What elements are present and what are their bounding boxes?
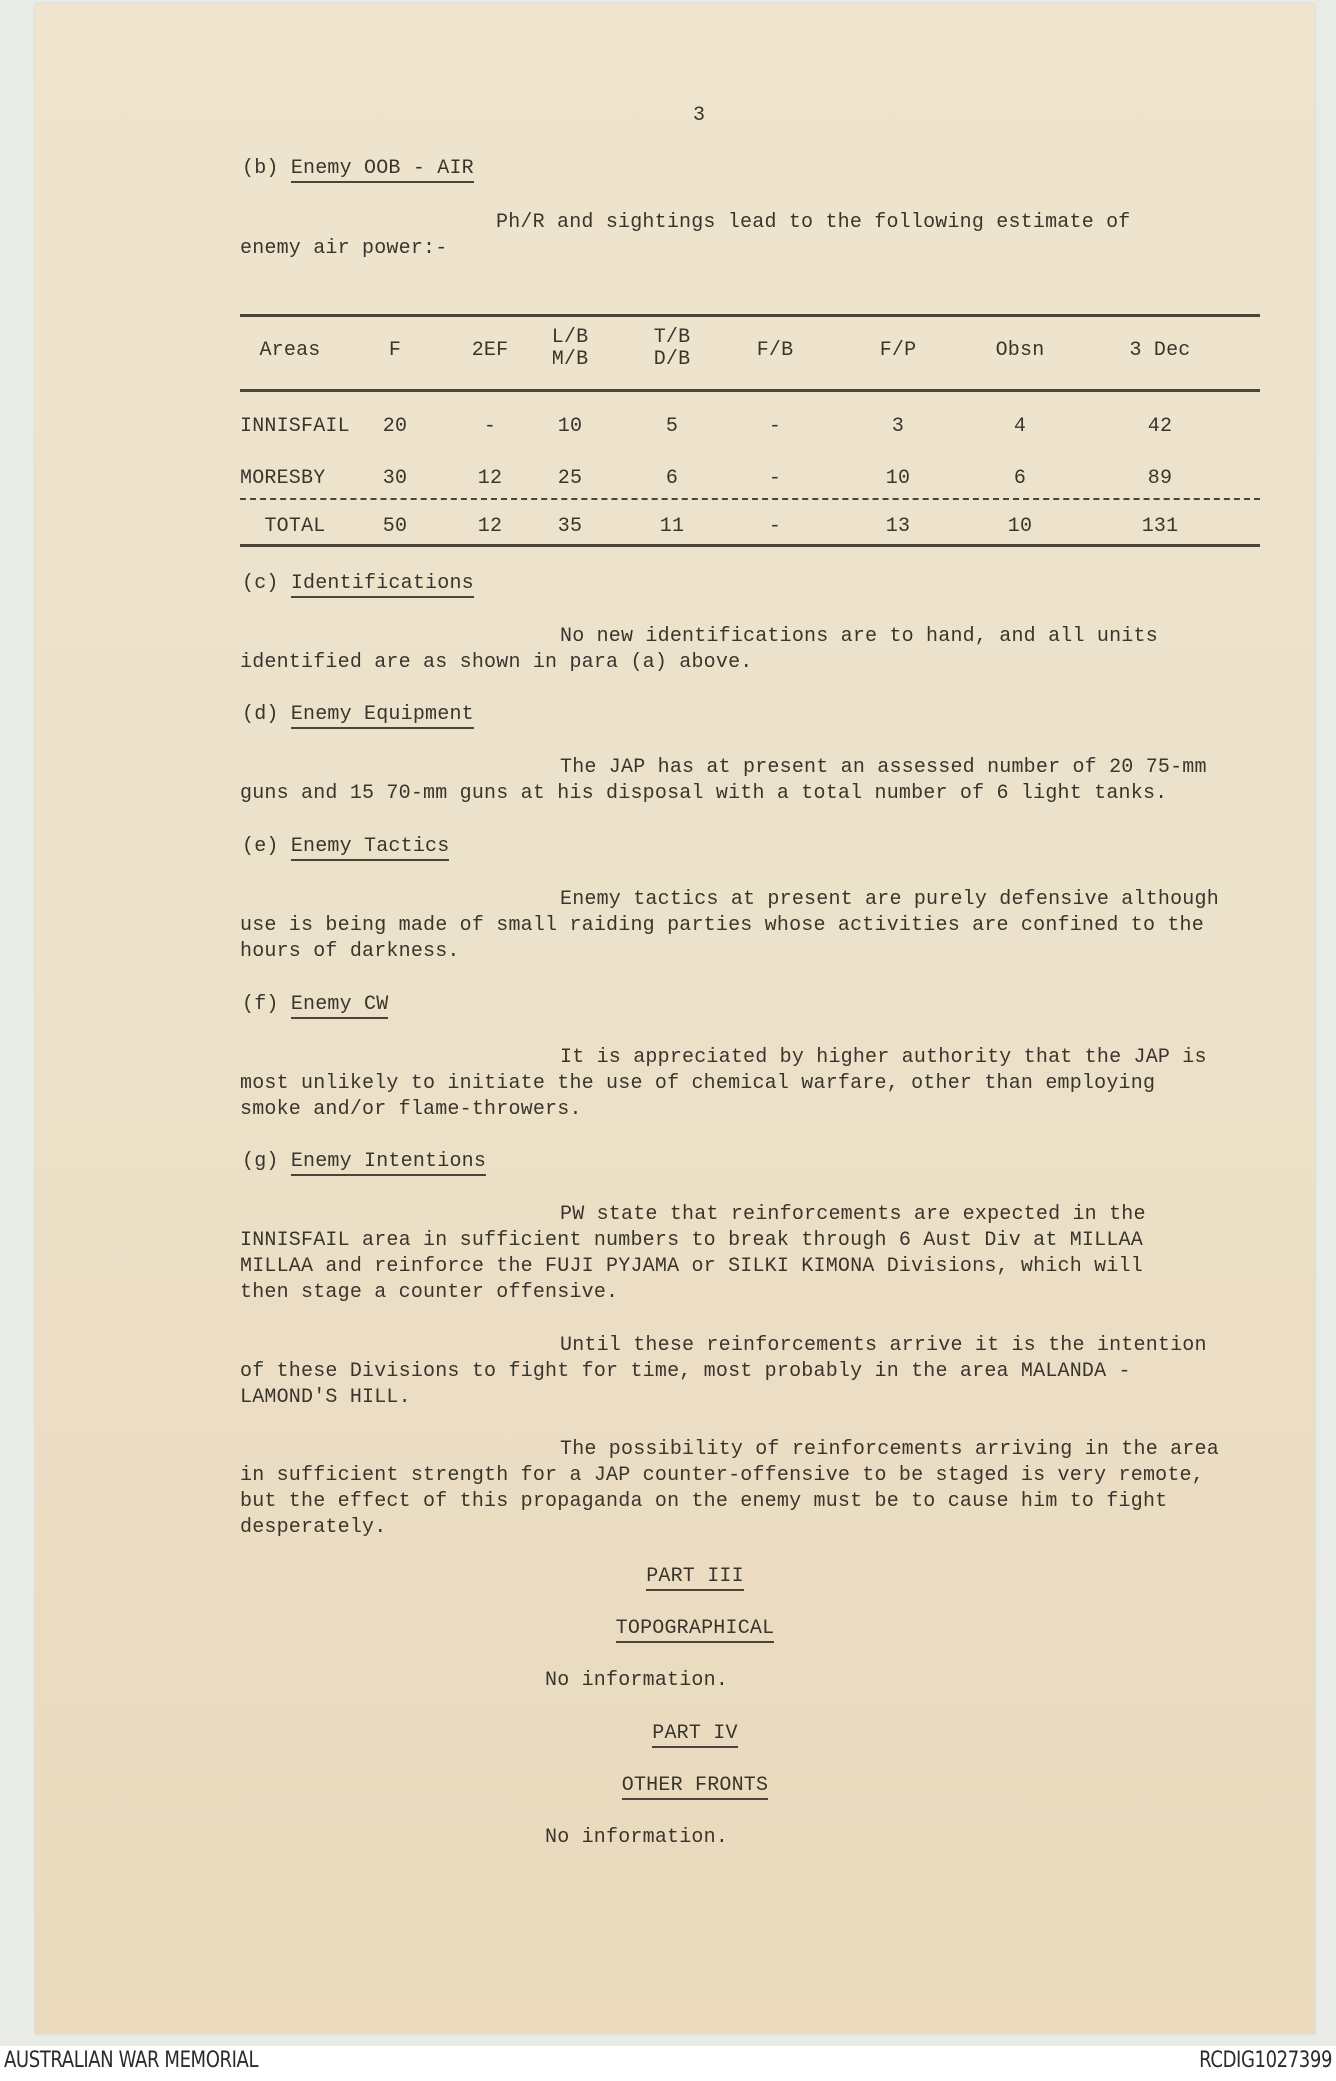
section-b-intro-line2: enemy air power:- — [240, 237, 448, 260]
cell-tb-db: 6 — [665, 467, 679, 490]
section-e-line: Enemy tactics at present are purely defensive although — [560, 888, 1219, 911]
table-total-rule — [240, 498, 1260, 500]
section-c-heading — [242, 572, 474, 595]
header-lb-mb — [540, 327, 600, 371]
section-e-title: Enemy Tactics — [291, 835, 450, 861]
section-g-para3-line: The possibility of reinforcements arriving in the area — [560, 1438, 1219, 1461]
archive-footer — [0, 2046, 1336, 2081]
section-b-label: (b) — [242, 157, 279, 180]
reference-id: RCDIG1027399 — [1199, 2048, 1332, 2073]
cell-3dec: 42 — [1147, 415, 1173, 438]
header-3dec: 3 Dec — [1129, 339, 1191, 362]
section-c-line: identified are as shown in para (a) above. — [240, 651, 753, 674]
section-d-label: (d) — [242, 703, 279, 726]
table-header-rule — [240, 389, 1260, 392]
cell-lb-mb: 25 — [557, 467, 583, 490]
cell-lb-mb: 10 — [557, 415, 583, 438]
part-iii-heading — [560, 1565, 830, 1588]
cell-fp: 10 — [885, 467, 911, 490]
section-c-label: (c) — [242, 572, 279, 595]
table-bottom-rule — [240, 544, 1260, 547]
cell-obsn: 4 — [1013, 415, 1027, 438]
cell-2ef: 12 — [477, 515, 503, 538]
cell-3dec: 131 — [1141, 515, 1179, 538]
section-g-para1-line: MILLAA and reinforce the FUJI PYJAMA or SILKI KIMONA Divisions, which will — [240, 1255, 1143, 1278]
cell-obsn: 10 — [1007, 515, 1033, 538]
header-fp: F/P — [879, 339, 917, 362]
cell-fb: - — [768, 415, 782, 438]
header-mb: M/B — [551, 348, 589, 371]
cell-fb: - — [768, 467, 782, 490]
cell-2ef: - — [483, 415, 497, 438]
section-g-para1-line: PW state that reinforcements are expected in the — [560, 1203, 1146, 1226]
section-f-line: It is appreciated by higher authority that the JAP is — [560, 1046, 1207, 1069]
section-g-para3-line: but the effect of this propaganda on the enemy must be to cause him to fight — [240, 1490, 1168, 1513]
part-iv-heading-text: PART IV — [652, 1722, 737, 1748]
section-e-heading — [242, 835, 449, 858]
section-f-label: (f) — [242, 993, 279, 1016]
part-iii-heading-text: PART III — [646, 1565, 744, 1591]
section-e-label: (e) — [242, 835, 279, 858]
table-top-rule — [240, 314, 1260, 317]
section-f-title: Enemy CW — [291, 993, 389, 1019]
section-c-line: No new identifications are to hand, and all units — [560, 625, 1158, 648]
section-f-heading — [242, 993, 388, 1016]
section-g-para1-line: then stage a counter offensive. — [240, 1281, 619, 1304]
part-iii-subheading — [560, 1617, 830, 1640]
section-d-heading — [242, 703, 474, 726]
cell-tb-db: 11 — [659, 515, 685, 538]
header-tb-db — [642, 327, 702, 371]
cell-tb-db: 5 — [665, 415, 679, 438]
section-b-intro-line1: Ph/R and sightings lead to the following estimate of — [496, 211, 1131, 234]
part-iv-body: No information. — [545, 1826, 729, 1849]
row-area: INNISFAIL — [240, 415, 350, 438]
cell-fp: 13 — [885, 515, 911, 538]
page-number: 3 — [693, 104, 706, 127]
cell-fp: 3 — [891, 415, 905, 438]
header-obsn: Obsn — [995, 339, 1045, 362]
section-c-title: Identifications — [291, 572, 474, 598]
section-g-para2-line: of these Divisions to fight for time, most probably in the area MALANDA - — [240, 1360, 1131, 1383]
section-e-line: hours of darkness. — [240, 940, 460, 963]
row-area: TOTAL — [264, 515, 326, 538]
section-g-title: Enemy Intentions — [291, 1150, 486, 1176]
header-lb: L/B — [551, 326, 589, 349]
header-tb: T/B — [653, 326, 691, 349]
header-areas: Areas — [259, 339, 321, 362]
part-iii-subheading-text: TOPOGRAPHICAL — [616, 1617, 775, 1643]
section-g-para1-line: INNISFAIL area in sufficient numbers to break through 6 Aust Div at MILLAA — [240, 1229, 1143, 1252]
cell-2ef: 12 — [477, 467, 503, 490]
cell-f: 20 — [382, 415, 408, 438]
part-iv-heading — [560, 1722, 830, 1745]
institution-name: AUSTRALIAN WAR MEMORIAL — [4, 2048, 259, 2073]
section-g-para3-line: in sufficient strength for a JAP counter-offensive to be staged is very remote, — [240, 1464, 1204, 1487]
section-b-heading — [242, 157, 474, 180]
cell-f: 30 — [382, 467, 408, 490]
section-d-title: Enemy Equipment — [291, 703, 474, 729]
section-f-line: smoke and/or flame-throwers. — [240, 1098, 582, 1121]
section-e-line: use is being made of small raiding parties whose activities are confined to the — [240, 914, 1204, 937]
row-area: MORESBY — [240, 467, 326, 490]
header-2ef: 2EF — [471, 339, 509, 362]
section-g-para2-line: Until these reinforcements arrive it is the intention — [560, 1334, 1207, 1357]
cell-f: 50 — [382, 515, 408, 538]
header-f: F — [388, 339, 402, 362]
cell-3dec: 89 — [1147, 467, 1173, 490]
section-g-label: (g) — [242, 1150, 279, 1173]
cell-fb: - — [768, 515, 782, 538]
section-g-para3-line: desperately. — [240, 1516, 387, 1539]
section-f-line: most unlikely to initiate the use of chemical warfare, other than employing — [240, 1072, 1156, 1095]
section-g-para2-line: LAMOND'S HILL. — [240, 1386, 411, 1409]
part-iii-body: No information. — [545, 1669, 729, 1692]
section-g-heading — [242, 1150, 486, 1173]
header-db: D/B — [653, 348, 691, 371]
section-d-line: guns and 15 70-mm guns at his disposal with a total number of 6 light tanks. — [240, 782, 1168, 805]
cell-lb-mb: 35 — [557, 515, 583, 538]
section-b-title: Enemy OOB - AIR — [291, 157, 474, 183]
part-iv-subheading — [560, 1774, 830, 1797]
part-iv-subheading-text: OTHER FRONTS — [622, 1774, 768, 1800]
section-d-line: The JAP has at present an assessed number of 20 75-mm — [560, 756, 1207, 779]
header-fb: F/B — [756, 339, 794, 362]
cell-obsn: 6 — [1013, 467, 1027, 490]
